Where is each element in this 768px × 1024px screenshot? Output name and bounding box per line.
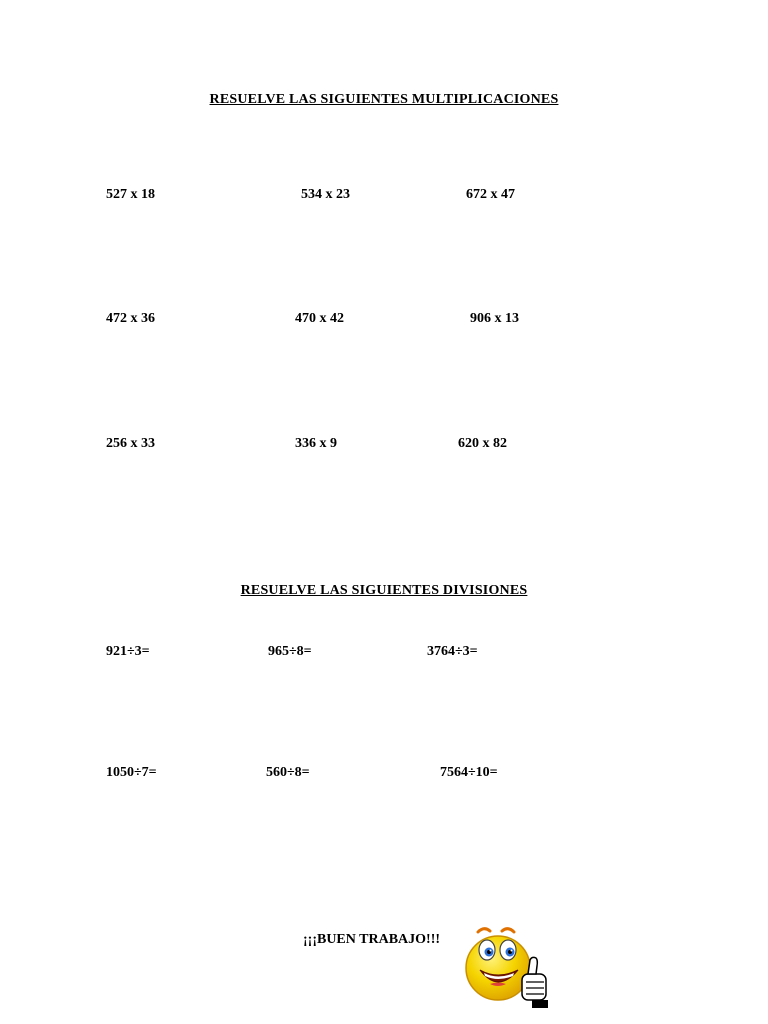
division-problem: 7564÷10= (440, 765, 498, 780)
division-heading: RESUELVE LAS SIGUIENTES DIVISIONES (240, 583, 528, 598)
multiplication-problem: 672 x 47 (466, 187, 515, 202)
multiplication-heading: RESUELVE LAS SIGUIENTES MULTIPLICACIONES (209, 92, 559, 107)
multiplication-problem: 534 x 23 (301, 187, 350, 202)
multiplication-problem: 336 x 9 (295, 436, 337, 451)
division-problem: 1050÷7= (106, 765, 157, 780)
multiplication-problem: 256 x 33 (106, 436, 155, 451)
multiplication-problem: 906 x 13 (470, 311, 519, 326)
division-problem: 560÷8= (266, 765, 310, 780)
multiplication-problem: 472 x 36 (106, 311, 155, 326)
smiley-thumbs-up-icon (458, 918, 558, 1010)
division-problem: 965÷8= (268, 644, 312, 659)
good-job-message: ¡¡¡BUEN TRABAJO!!! (303, 932, 441, 947)
multiplication-problem: 470 x 42 (295, 311, 344, 326)
multiplication-problem: 620 x 82 (458, 436, 507, 451)
division-problem: 921÷3= (106, 644, 150, 659)
division-problem: 3764÷3= (427, 644, 478, 659)
multiplication-problem: 527 x 18 (106, 187, 155, 202)
